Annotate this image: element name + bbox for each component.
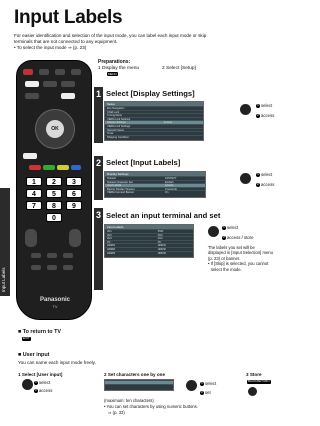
row-value: PC	[157, 240, 162, 244]
menu-item-label: Display Settings	[107, 121, 126, 125]
step-2-heading: Select [Input Labels]	[106, 158, 181, 167]
user-input-step-2-max: (maximum: ten characters)	[104, 398, 154, 403]
intro-line-3: • To select the input mode ⇒ (p. 23)	[14, 45, 87, 51]
side-tab	[0, 188, 10, 296]
step-3-heading: Select an input terminal and set	[106, 211, 221, 220]
row-value: AV3	[157, 237, 163, 241]
numeric-key-4: 4	[26, 189, 42, 198]
volume-rocker	[25, 229, 37, 247]
blue-button	[71, 165, 81, 170]
numeric-key-0: 0	[46, 213, 62, 222]
user-input-step-2-note: • You can set characters by using numeric buttons.	[104, 404, 198, 409]
menu-item-value: Access	[163, 121, 173, 125]
navigation-pad-icon	[240, 104, 251, 115]
step-3-select-action	[222, 225, 238, 230]
user-input-step-2-select	[200, 381, 216, 386]
circled-number-icon: 2	[223, 235, 225, 239]
row-value: HDMI3	[157, 251, 166, 255]
remote-button	[71, 69, 81, 75]
back-return-key	[23, 153, 37, 159]
power-button	[23, 69, 33, 75]
character-row	[105, 384, 173, 388]
remote-button	[47, 253, 57, 258]
remote-button	[39, 69, 49, 75]
note-line: • If [Skip] is selected, you cannot	[208, 261, 269, 267]
remote-button	[43, 81, 57, 87]
note-line: (p. 23) or banner.	[208, 255, 241, 261]
menu-item: Timer	[105, 131, 203, 135]
screen-header: Display Settings	[105, 172, 205, 176]
step-3-note	[208, 245, 296, 272]
back-return-button-icon	[248, 387, 257, 396]
row-label: HDMI1	[107, 244, 116, 248]
back-return-key-icon: BACK/RETURN	[248, 379, 270, 383]
circled-number-icon: 1	[35, 380, 37, 384]
remote-button	[63, 265, 73, 270]
input-labels-screen	[104, 224, 194, 258]
user-input-step-1-title: 1 Select [User input]	[18, 372, 63, 377]
row-label: HDMI2	[107, 247, 116, 251]
step-1-number: 1	[94, 87, 103, 143]
user-input-step-1-select	[34, 380, 50, 385]
preparations-heading: Preparations:	[98, 59, 131, 65]
page-title: Input Labels	[14, 7, 123, 28]
intro-line-2: terminals that are not connected to any equipment.	[14, 39, 118, 45]
menu-item: Eco Navigation	[105, 106, 203, 110]
action-label: select	[261, 103, 273, 108]
side-tab-label: Input Labels	[1, 267, 6, 292]
menu-item: Tuning Menu	[105, 113, 203, 117]
remote-button	[47, 265, 57, 270]
action-label: select	[261, 172, 273, 177]
row-label: Teletext Character Set	[107, 180, 133, 184]
exit-key-icon: EXIT	[23, 336, 30, 340]
row-label: AV1	[107, 230, 112, 233]
row-value: 3 seconds	[165, 187, 177, 191]
user-input-heading: ■ User input	[18, 352, 50, 358]
step-2-number: 2	[94, 156, 103, 200]
step-2-select-action	[256, 172, 272, 177]
channel-rocker	[69, 229, 81, 247]
brand-logo: Panasonic	[39, 297, 70, 303]
row-value: HDMI2	[157, 247, 166, 251]
remote-button	[61, 81, 75, 87]
menu-item: Shipping Condition	[105, 135, 203, 139]
remote-button	[31, 253, 41, 258]
remote-button	[55, 69, 65, 75]
green-button	[43, 165, 55, 170]
red-button	[29, 165, 41, 170]
circled-number-icon: 1	[201, 381, 203, 385]
circled-number-icon: 1	[257, 103, 259, 107]
row-label: Input Labels	[107, 184, 122, 188]
intro-text	[14, 33, 294, 52]
row-label: PC	[107, 240, 111, 244]
action-label: select	[205, 381, 217, 386]
input-row	[105, 251, 193, 255]
user-input-step-2-title: 2 Set characters one by one	[104, 372, 166, 377]
navigation-pad-icon	[208, 226, 219, 237]
action-label: set	[205, 390, 211, 395]
exit-key	[61, 93, 75, 99]
remote-button	[31, 265, 41, 270]
action-label: access	[39, 388, 53, 393]
numeric-key-9: 9	[66, 201, 82, 210]
row-value: Access	[165, 184, 174, 188]
remote-control-illustration	[16, 60, 92, 320]
user-input-step-1-access	[34, 388, 52, 393]
menu-item: Child Lock	[105, 110, 203, 114]
row-value: HDMI1	[157, 244, 166, 248]
user-input-description: You can name each input mode freely.	[18, 360, 96, 365]
row-value: English	[165, 180, 174, 184]
yellow-button	[57, 165, 69, 170]
step-1-access-action	[256, 113, 274, 118]
setup-menu-screen	[104, 101, 204, 141]
step-1-heading: Select [Display Settings]	[106, 89, 195, 98]
step-2-access-action	[256, 182, 274, 187]
circled-number-icon: 1	[257, 172, 259, 176]
user-input-step-2-ref: ⇒ (p. 33)	[108, 410, 125, 415]
row-label: AV3	[107, 237, 112, 241]
step-1-select-action	[256, 103, 272, 108]
row-value: DVD	[157, 230, 164, 233]
navigation-pad-icon	[240, 173, 251, 184]
menu-key-icon: MENU	[108, 71, 117, 76]
row-label: AV2	[107, 233, 112, 237]
row-label: HDMI3	[107, 251, 116, 255]
numeric-key-6: 6	[66, 189, 82, 198]
note-line: select the mode.	[211, 266, 242, 272]
display-settings-screen	[104, 171, 206, 198]
action-label: access	[261, 113, 275, 118]
row-value: On	[165, 191, 169, 195]
action-label: select	[227, 225, 239, 230]
circled-number-icon: 2	[257, 182, 259, 186]
numeric-key-5: 5	[46, 189, 62, 198]
menu-item: VIERA Link Settings	[105, 117, 203, 121]
action-label: select	[39, 380, 51, 385]
return-to-tv-heading: ■ To return to TV	[18, 329, 61, 335]
step-3-number: 3	[94, 208, 103, 290]
action-label: access / store	[227, 235, 254, 240]
row-value: FASTEXT	[165, 177, 177, 180]
screen-header: Input Labels	[105, 225, 193, 229]
circled-number-icon: 2	[35, 388, 37, 392]
circled-number-icon: 2	[201, 390, 203, 394]
note-line: The labels you set will be	[208, 245, 255, 250]
circled-number-icon: 2	[257, 113, 259, 117]
remote-model-label: TV	[52, 304, 58, 309]
row-label: VIERA Connect Banner	[107, 191, 135, 195]
screen-header: Setup	[105, 102, 203, 106]
row-label: Banner Display Timeout	[107, 187, 135, 191]
numeric-key-7: 7	[26, 201, 42, 210]
step-3-access-store-action	[222, 235, 254, 240]
intro-line-1: For easier identification and selection of the input mode, you can label each input mode or skip	[14, 33, 207, 38]
numeric-key-1: 1	[26, 177, 42, 186]
menu-key	[25, 81, 39, 87]
user-input-step-2-set	[200, 390, 211, 395]
prep-step-2: 2 Select [Setup]	[162, 66, 196, 71]
action-label: access	[261, 182, 275, 187]
user-input-screen	[104, 379, 174, 391]
note-line: displayed in [Input Selection] menu	[208, 250, 273, 256]
prep-step-1-text: 1 Display the menu	[98, 66, 140, 71]
prep-step-1	[98, 66, 139, 78]
row-value: AV2	[157, 233, 163, 237]
navigation-pad-icon	[22, 379, 33, 390]
remote-button	[63, 253, 73, 258]
remote-button	[25, 93, 39, 99]
navigation-pad	[35, 109, 75, 149]
numeric-key-2: 2	[46, 177, 62, 186]
row-label: Teletext	[107, 177, 116, 180]
ok-button: OK	[46, 120, 64, 138]
user-input-step-3-title: 3 Store	[246, 372, 262, 377]
numeric-key-3: 3	[66, 177, 82, 186]
menu-item: VIERA Link Settings	[105, 124, 203, 128]
menu-item: Network Setup	[105, 128, 203, 132]
navigation-pad-icon	[186, 380, 197, 391]
numeric-key-8: 8	[46, 201, 62, 210]
circled-number-icon: 1	[223, 225, 225, 229]
